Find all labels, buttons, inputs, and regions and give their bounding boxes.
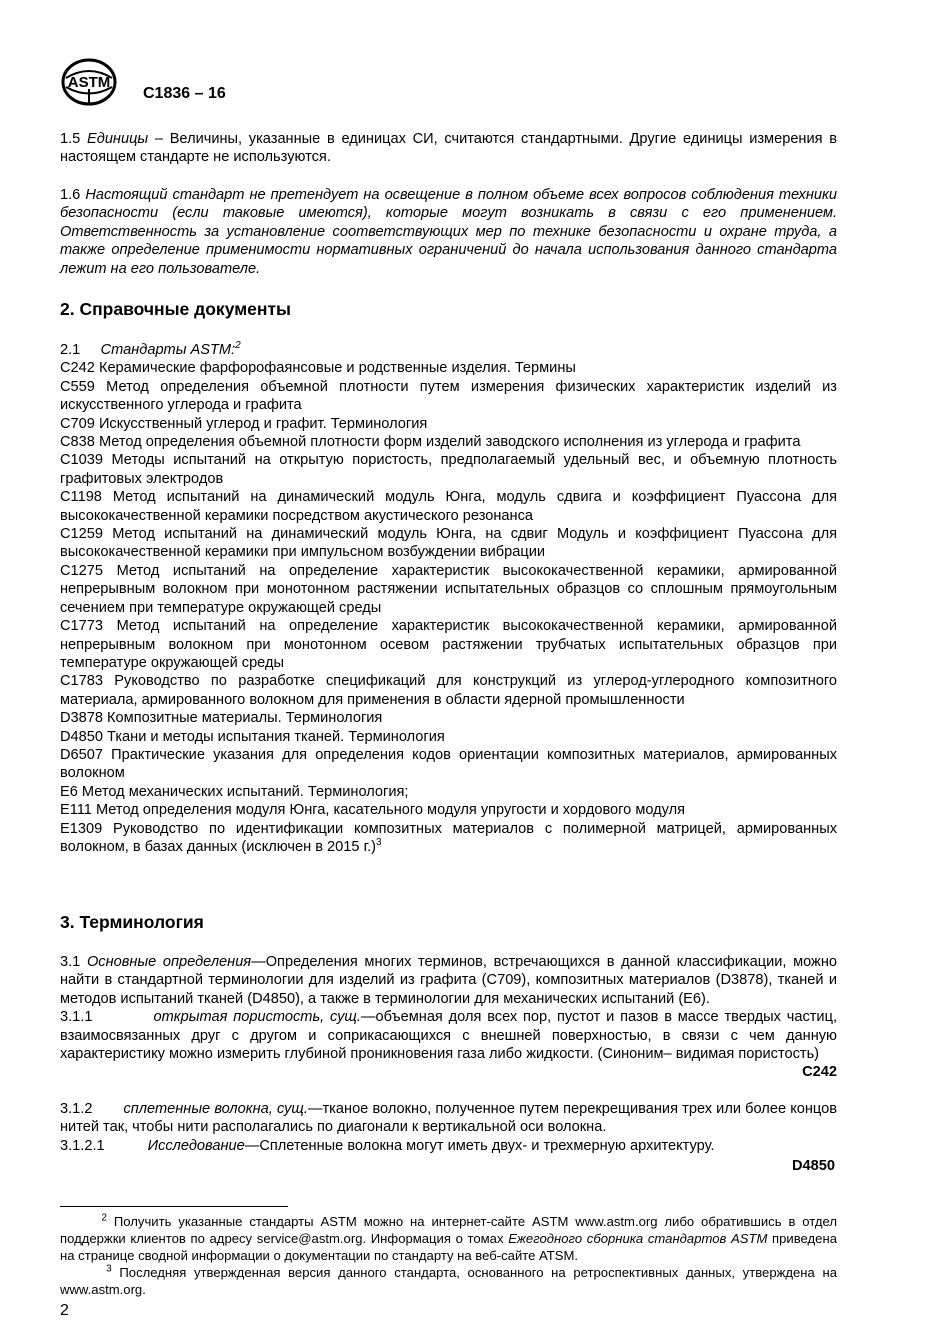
section-3-heading <box>60 911 837 933</box>
clause-3-1: 3.1 Основные определения—Определения многих терминов, встречающихся в данной классификации, можно найти в стандартной терминологии для изделий из графита (C709), композитных материалов (D3878), тканей и методов испытаний тканей (D4850), а также в терминологии для механических испытаний (E6). <box>60 954 837 1007</box>
reference-item: E111 Метод определения модуля Юнга, касательного модуля упругости и хордового модуля <box>60 802 686 819</box>
section-heading: 3. Терминология <box>60 912 204 932</box>
clause-number: 2.1 <box>60 342 81 358</box>
section-1-5 <box>60 130 837 167</box>
reference-item: C838 Метод определения объемной плотности форм изделий заводского исполнения из углерода и графита <box>60 434 801 451</box>
clause-3-1-1: 3.1.1 открытая пористость, сущ.—объемная доля всех пор, пустот и пазов в массе твердых частиц, взаимосвязанных друг с другом и соприкасающихся с внешней поверхностью, в связи с чем данную характеристику можно измерить глубиной проникновения газа либо жидкости. (Синоним– видимая пористость) <box>60 1009 837 1063</box>
reference-item: C242 Керамические фарфорофаянсовые и родственные изделия. Термины <box>60 360 576 377</box>
reference-item: C1773 Метод испытаний на определение характеристик высококачественной керамики, армированной непрерывным волокном при монотонном осевом растяжении трубчатых испытательных образцов при температуре окружающей среды <box>60 618 837 671</box>
reference-item: E1309 Руководство по идентификации композитных материалов с полимерной матрицей, армированных волокном, в базах данных (исключен в 2015 г.)$^3$ <box>60 820 837 855</box>
clause-text: – Величины, указанные в единицах СИ, считаются стандартными. Другие единицы измерения в настоящем стандарте не используются. <box>60 131 838 166</box>
footnote-2: $^2$ Получить указанные стандарты ASTM можно на интернет-сайте ASTM www.astm.org либо обратившись в отдел поддержки клиентов по адресу service@astm.org. Информация о томах Ежегодного сборника стандартов ASTM приведена на странице сводной информации о документации по стандарту на веб-сайте ATSM. <box>60 1212 837 1263</box>
clause-number: 1.6 <box>60 187 81 203</box>
reference-item: E6 Метод механических испытаний. Терминология; <box>60 783 409 800</box>
reference-item: C1039 Методы испытаний на открытую пористость, предполагаемый удельный вес, и объемную плотность графитовых электродов <box>60 452 837 487</box>
reference-item: C1198 Метод испытаний на динамический модуль Юнга, модуль сдвига и коэффициент Пуассона для высококачественной керамики посредством акустического резонанса <box>60 489 837 524</box>
section-2-heading <box>60 298 837 320</box>
section-2-refs <box>60 341 837 856</box>
clause-title: Стандарты ASTM: <box>100 342 236 358</box>
reference-list <box>60 359 837 819</box>
clause-number: 1.5 <box>60 131 81 147</box>
footnote-ref: 3 <box>376 837 382 849</box>
reference-item: D6507 Практические указания для определения кодов ориентации композитных материалов, армированных волокном <box>60 746 837 782</box>
section-heading: 2. Справочные документы <box>60 299 291 319</box>
reference-item: D3878 Композитные материалы. Терминология <box>60 710 383 727</box>
section-3-body <box>60 953 837 1175</box>
footnote-3: $^3$ Последняя утвержденная версия данного стандарта, основанного на ретроспективных данных, утверждена на www.astm.org. <box>60 1263 837 1297</box>
footnotes <box>60 1213 837 1298</box>
clause-3-1-2: 3.1.2 сплетенные волокна, сущ.—тканое волокно, полученное путем перекрещивания трех или более концов нитей так, чтобы нити располагались по диагонали к вертикальной оси волокна. <box>60 1100 837 1136</box>
clause-source-ref: D4850 <box>791 1158 835 1175</box>
astm-logo-icon <box>60 58 118 106</box>
section-1-6 <box>60 186 837 278</box>
clause-source-ref: C242 <box>802 1064 837 1081</box>
clause-title: Единицы <box>87 131 149 147</box>
page-number: 2 <box>60 1302 69 1319</box>
document-id: C1836 – 16 <box>143 85 226 102</box>
reference-item: C1275 Метод испытаний на определение характеристик высококачественной керамики, армированной непрерывным волокном при монотонном растяжении испытательных образцов со сплошным прямоугольным сечением при температуре окружающей среды <box>60 562 837 616</box>
clause-text: Настоящий стандарт не претендует на освещение в полном объеме всех вопросов соблюдения техники безопасности (если таковые имеются), которые могут возникать в связи с его применением. Ответственность за установление соответствующих мер по технике безопасности и охране труда, а также определение применимости нормативных ограничений до начала использования данного стандарта лежит на его пользователе. <box>60 187 837 277</box>
page-header <box>60 58 460 108</box>
clause-3-1-2-1: 3.1.2.1 Исследование—Сплетенные волокна могут иметь двух- и трехмерную архитектуру. <box>60 1137 715 1154</box>
footnote-ref: 2 <box>235 340 241 352</box>
reference-item: D4850 Ткани и методы испытания тканей. Терминология <box>60 728 445 745</box>
footnote-separator <box>60 1206 288 1207</box>
reference-item: C709 Искусственный углерод и графит. Терминология <box>60 415 428 432</box>
reference-item: C1259 Метод испытаний на динамический модуль Юнга, на сдвиг Модуль и коэффициент Пуассона для высококачественной керамики при импульсном возбуждении вибрации <box>60 526 837 561</box>
svg-text:ASTM: ASTM <box>67 74 111 91</box>
reference-item: C559 Метод определения объемной плотности путем измерения физических характеристик изделий из искусственного углерода и графита <box>60 378 837 414</box>
reference-item: C1783 Руководство по разработке спецификаций для конструкций из углерод-углеродного композитного материала, армированного волокном для применения в области ядерной промышленности <box>60 673 837 708</box>
